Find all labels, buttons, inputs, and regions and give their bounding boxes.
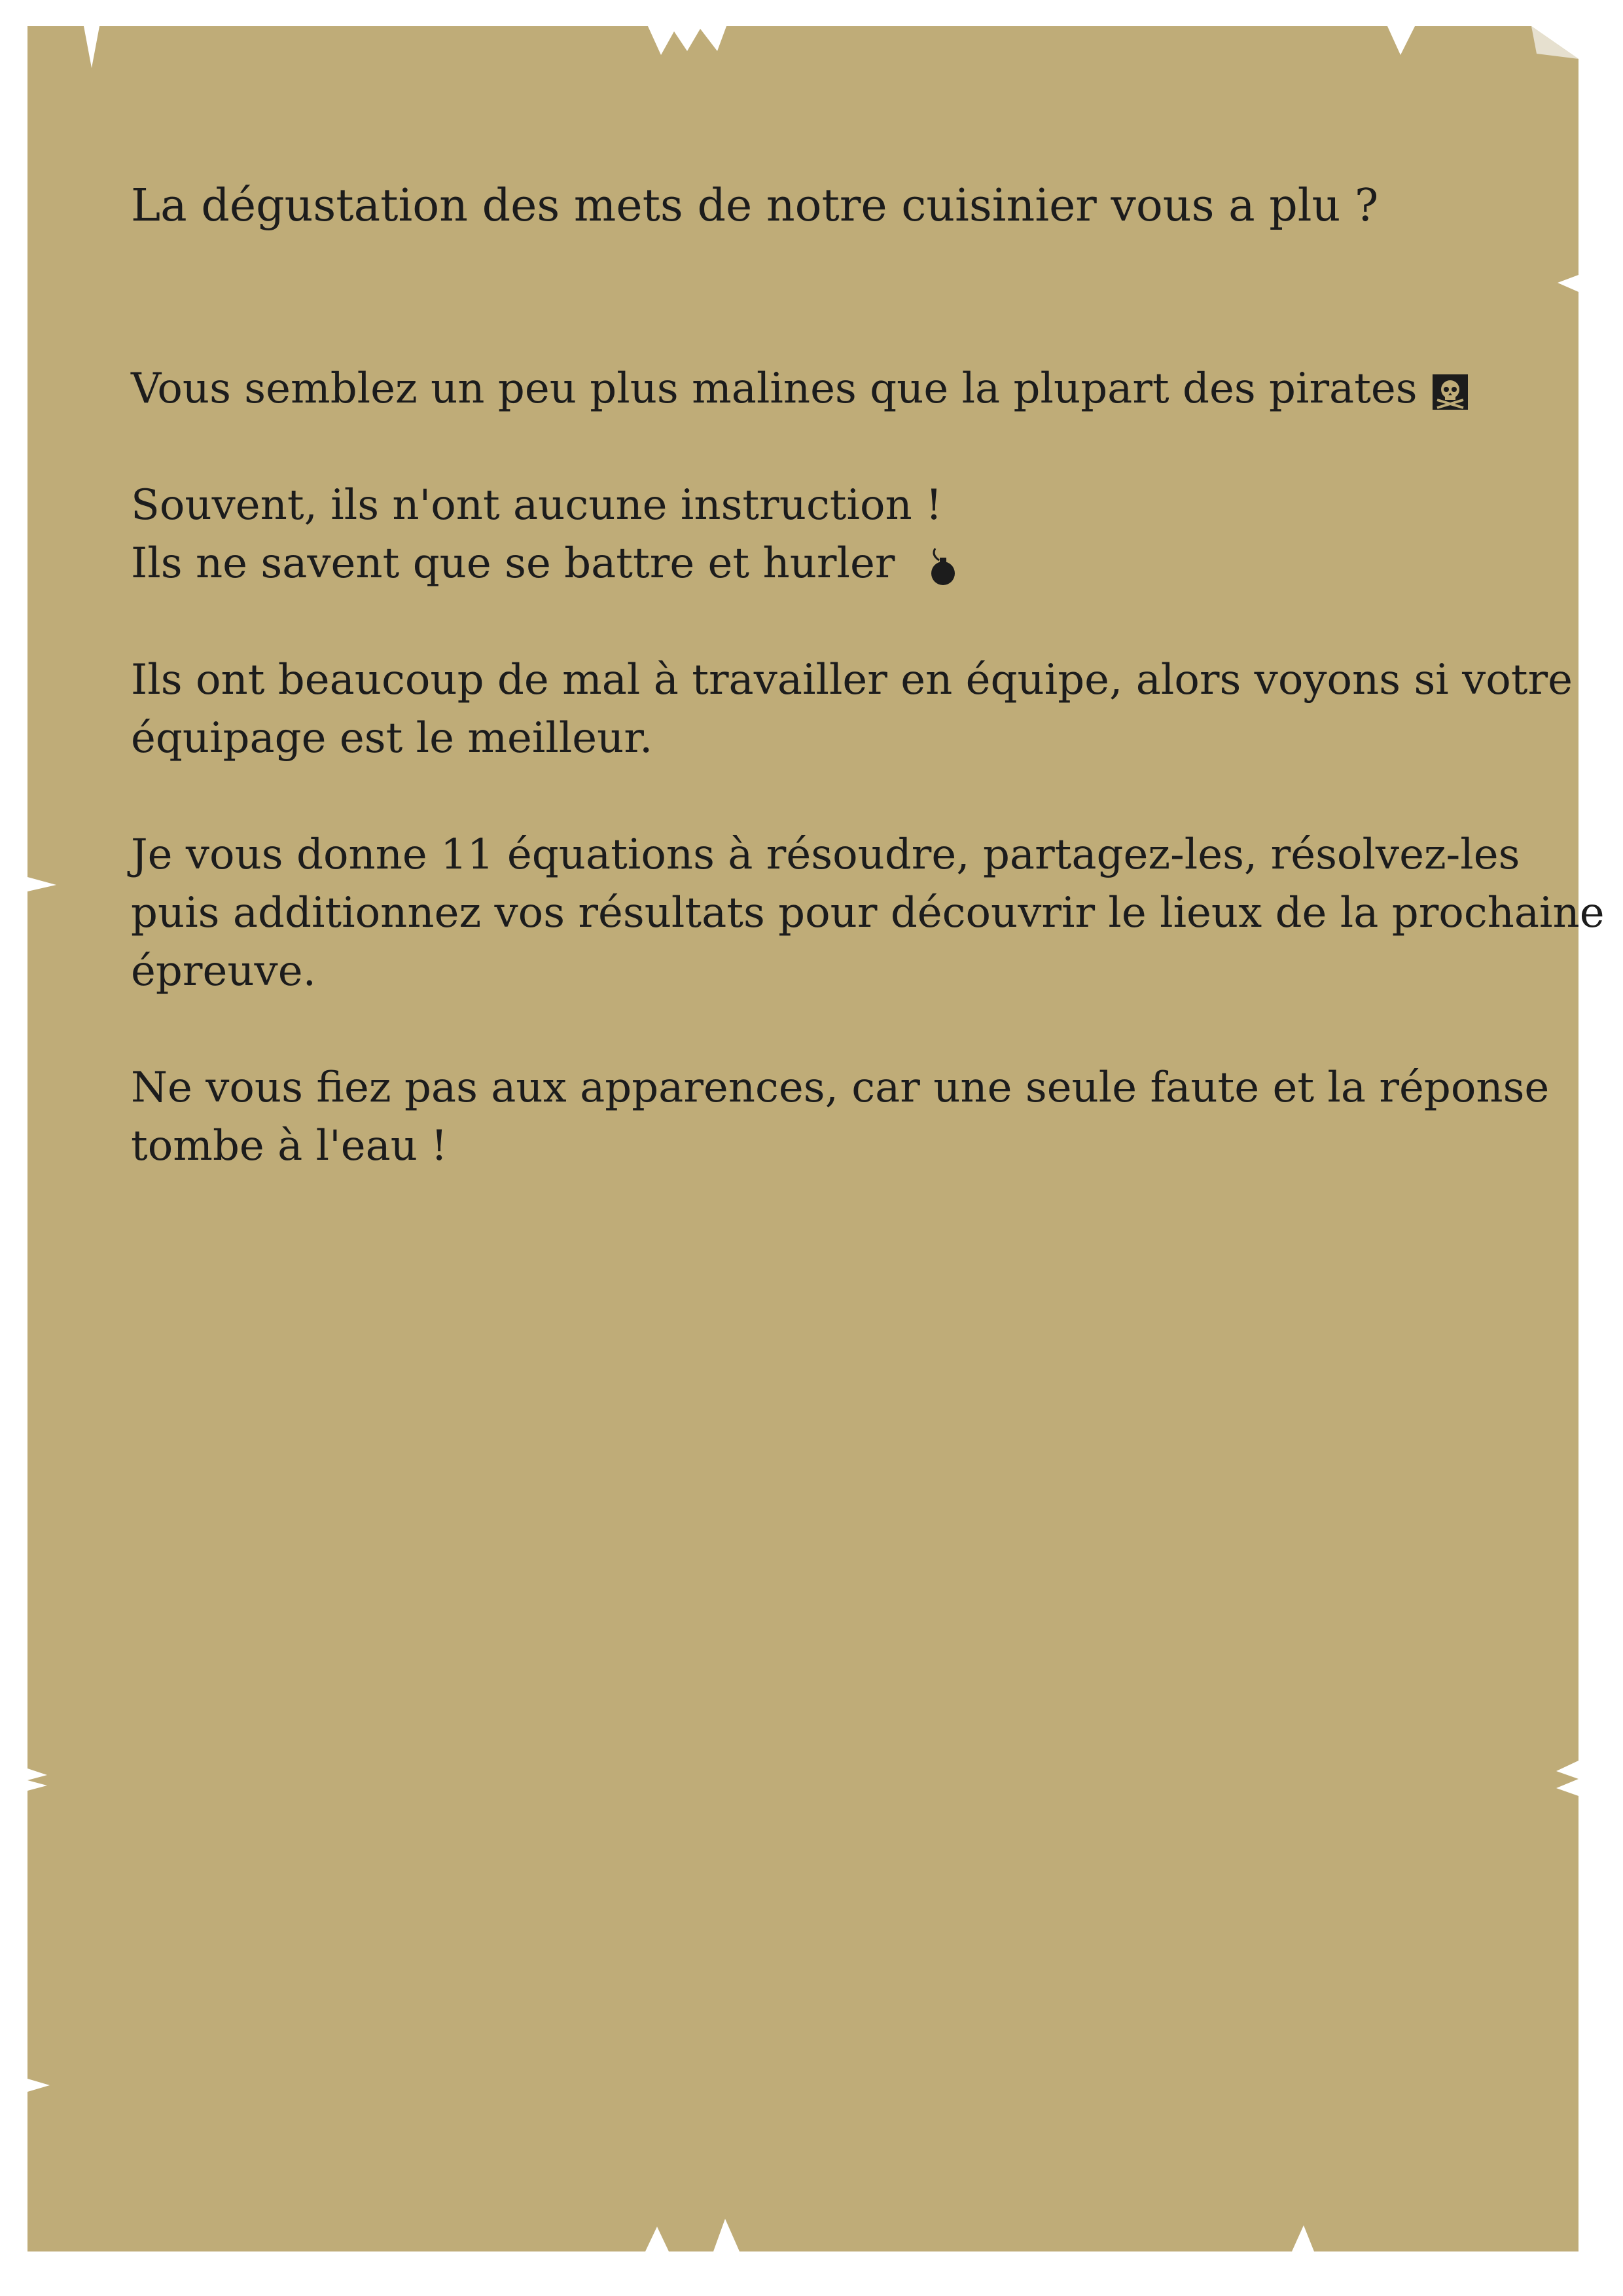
text-line-content: Vous semblez un peu plus malines que la plupart des pirates: [131, 365, 1418, 413]
text-line: tombe à l'eau !: [131, 1122, 448, 1170]
text-line: [131, 535, 1518, 593]
document-body: [131, 177, 1605, 1234]
text-line: puis additionnez vos résultats pour découvrir le lieux de la prochaine: [131, 889, 1605, 937]
text-line: Souvent, ils n'ont aucune instruction !: [131, 481, 942, 529]
text-line: Ne vous fiez pas aux apparences, car une seule faute et la réponse: [131, 1064, 1550, 1112]
bomb-icon: [926, 546, 960, 588]
paragraph-instruction: [131, 476, 1518, 593]
document-title: La dégustation des mets de notre cuisinier vous a plu ?: [131, 180, 1379, 232]
paragraph-warning: [131, 1059, 1550, 1175]
text-line: épreuve.: [131, 947, 316, 996]
skull-crossbones-icon: [1432, 374, 1469, 410]
text-line: équipage est le meilleur.: [131, 714, 653, 762]
paragraph-pirates: [131, 360, 1518, 418]
text-line: [131, 360, 1518, 418]
paragraph-teamwork: [131, 651, 1573, 768]
text-line: Je vous donne 11 équations à résoudre, partagez-les, résolvez-les: [131, 831, 1520, 879]
text-line: Ils ont beaucoup de mal à travailler en équipe, alors voyons si votre: [131, 656, 1573, 704]
paragraph-equations: [131, 826, 1605, 1001]
text-line-content: Ils ne savent que se battre et hurler: [131, 539, 895, 588]
